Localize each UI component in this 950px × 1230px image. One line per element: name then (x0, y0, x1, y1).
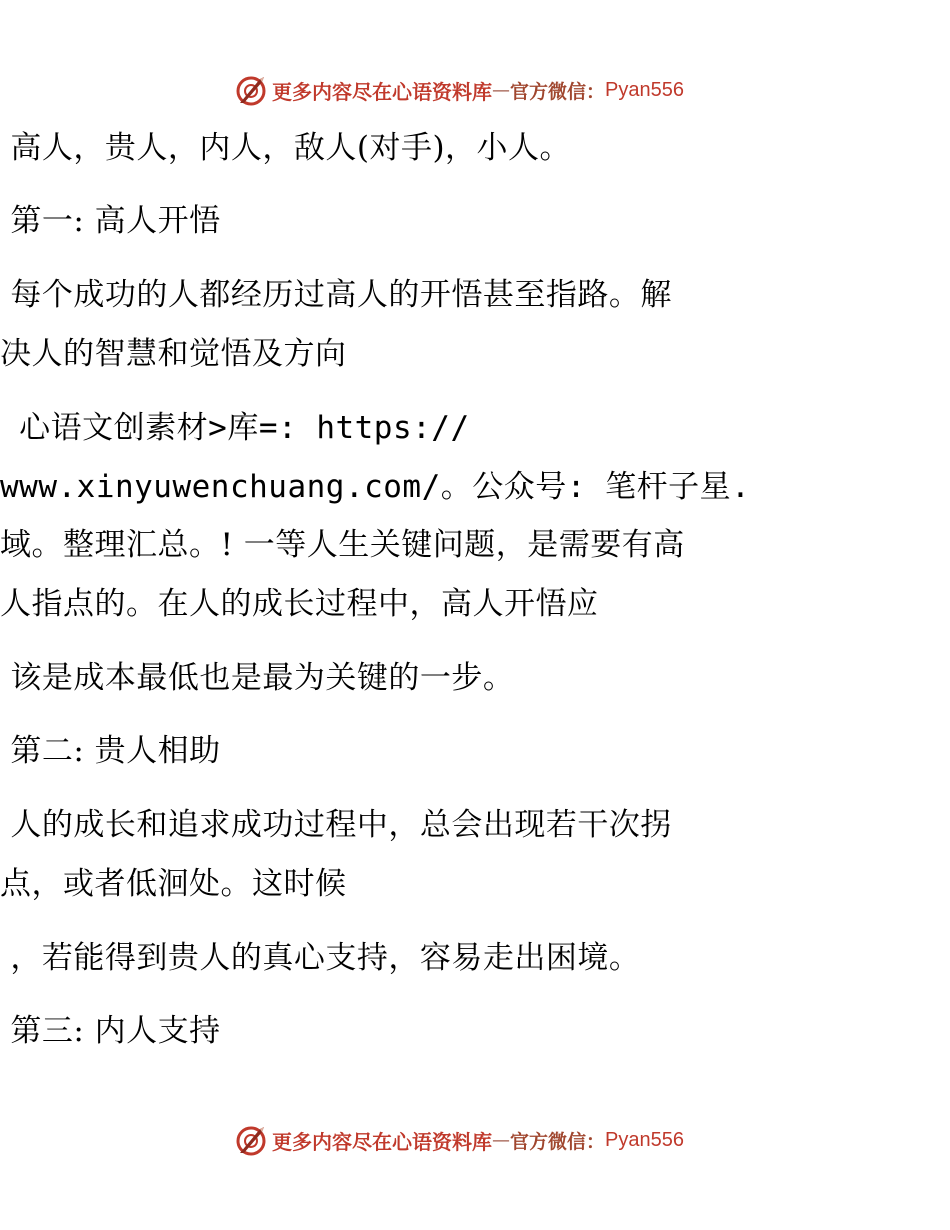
footer-wechat-label: 官方微信： (510, 1130, 606, 1153)
text-line: 决人的智慧和觉悟及方向 (0, 336, 347, 372)
text-line: 人指点的。在人的成长过程中，高人开悟应 (0, 586, 599, 622)
section-heading-2: 第二: 贵人相助 (0, 733, 221, 769)
text-line: 每个成功的人都经历过高人的开悟甚至指路。解 (0, 277, 672, 313)
section-heading-1: 第一: 高人开悟 (0, 203, 221, 239)
footer-separator: — (492, 1129, 510, 1151)
section-heading-3: 第三: 内人支持 (0, 1013, 221, 1049)
text-line: www.xinyuwenchuang.com/。公众号: 笔杆子星. (0, 469, 751, 505)
text-line: 该是成本最低也是最为关键的一步。 (0, 660, 515, 696)
text-line: ，若能得到贵人的真心支持，容易走出困境。 (0, 940, 641, 976)
header-wechat-label: 官方微信： (510, 80, 606, 103)
text-line: 高人，贵人，内人，敌人(对手)，小人。 (0, 130, 572, 166)
header-separator: — (492, 79, 510, 101)
brush-logo-icon (234, 1123, 268, 1157)
text-line: 心语文创素材>库=: https:// (0, 410, 470, 446)
text-line: 域。整理汇总。! 一等人生关键问题，是需要有高 (0, 527, 685, 563)
brush-logo-icon (234, 73, 268, 107)
footer-wechat-id: Pyan556 (605, 1128, 684, 1151)
text-line: 人的成长和追求成功过程中，总会出现若干次拐 (0, 807, 672, 843)
header-banner-text: 更多内容尽在心语资料库 (272, 79, 492, 104)
header-wechat-id: Pyan556 (605, 78, 684, 101)
footer-banner-text: 更多内容尽在心语资料库 (272, 1129, 492, 1154)
header-banner (234, 72, 684, 108)
footer-banner (234, 1122, 684, 1158)
text-line: 点，或者低洄处。这时候 (0, 866, 347, 902)
